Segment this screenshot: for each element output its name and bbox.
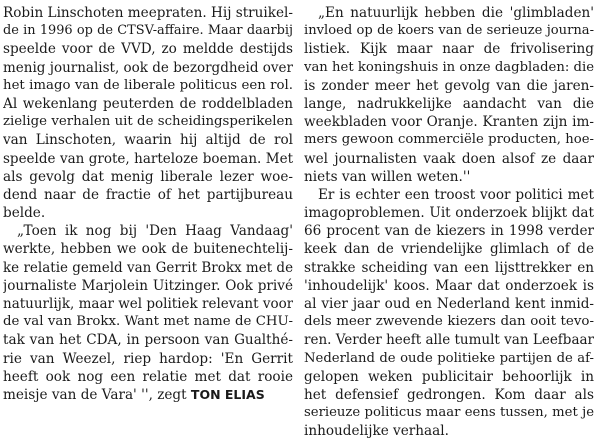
text-line: het defensief gedrongen. Kom daar als [304, 386, 594, 403]
text-line: listiek. Kijk maar naar de frivolisering [304, 41, 594, 58]
text-line: mers gewoon commerciële producten, hoe- [304, 132, 594, 148]
text-line: ren. Verder heeft alle tumult van Leefbaar [304, 332, 594, 349]
text-line: imagoproblemen. Uit onderzoek blijkt dat [304, 205, 594, 222]
text-line: van Linschoten, waarin hij altijd de rol [3, 132, 293, 149]
text-line: wel journalisten vaak doen alsof ze daar [304, 150, 594, 167]
text-line: gelopen weken publicitair behoorlijk in [304, 368, 594, 385]
article-column-right [304, 4, 594, 441]
text-line: Nederland de oude politieke partijen de af- [304, 350, 594, 366]
text-line: weekbladen voor Oranje. Kranten zijn im- [304, 114, 594, 131]
text-line: 66 procent van de kiezers in 1998 verder [304, 223, 594, 240]
text-line: is zonder meer het gevolg van die jaren- [304, 77, 594, 94]
text-line: menig journalist, ook de bezorgdheid over [3, 59, 293, 76]
text-line: niets van willen weten.'' [304, 168, 471, 185]
text-line: speelde van grote, harteloze boeman. Met [3, 150, 293, 167]
text-line: inhoudelijke verhaal. [304, 423, 449, 440]
text-line: natuurlijk, maar wel politiek relevant voor [3, 296, 293, 312]
text-line: dels meer zwevende kiezers dan ooit tevo- [304, 314, 594, 330]
text-line: Robin Linschoten meepraten. Hij struikel- [3, 5, 293, 21]
text-line: keek dan de vriendelijke glimlach of de [304, 241, 594, 258]
text-line: van het koningshuis in onze dagbladen: die [304, 59, 594, 75]
text-line: strakke scheiding van een lijsttrekker en [304, 259, 594, 276]
text-line: als gevolg dat menig liberale lezer woe- [3, 168, 293, 185]
text-line: dend naar de fractie of het partijbureau [3, 186, 293, 203]
text-line: de val van Brokx. Want met name de CHU- [3, 314, 293, 330]
text-line: 'inhoudelijk' koos. Maar dat onderzoek is [304, 277, 594, 294]
text-line: al vier jaar oud en Nederland kent inmid- [304, 296, 594, 312]
text-line: het imago van de liberale politicus een rol. [3, 77, 293, 93]
text-line-with-byline [3, 386, 293, 404]
text-line: journaliste Marjolein Uitzinger. Ook privé [3, 277, 293, 294]
text-line: lange, nadrukkelijke aandacht van die [304, 95, 594, 112]
author-byline: TON ELIAS [190, 386, 265, 402]
text-line: Er is echter een troost voor politici met [318, 186, 594, 203]
text-line: de in 1996 op de CTSV-affaire. Maar daarbij [3, 23, 293, 39]
text-line: „Toen ik nog bij 'Den Haag Vandaag' [17, 223, 293, 240]
text-line: Al wekenlang peuterden de roddelbladen [3, 95, 293, 112]
text-line: „En natuurlijk hebben die 'glimbladen' [318, 5, 594, 21]
text-line: speelde voor de VVD, zo meldde destijds [3, 41, 293, 58]
text-line: zielige verhalen uit de scheidingsperikelen [3, 114, 293, 130]
text-line: tak van het CDA, in persoon van Gualthé- [3, 332, 293, 349]
text-line: rie van Weezel, riep hardop: 'En Gerrit [3, 350, 293, 367]
quote-end: meisje van de Vara' '', zegt [3, 386, 187, 403]
text-line: serieuze politicus maar eens tussen, met je [304, 405, 594, 421]
text-line: belde. [3, 205, 46, 222]
article-column-left [3, 4, 293, 404]
text-line: ke relatie gemeld van Gerrit Brokx met de [3, 259, 293, 276]
text-line: invloed op de koers van de serieuze journa- [304, 23, 594, 39]
text-line: heeft ook nog een relatie met dat rooie [3, 368, 293, 385]
text-line: werkte, hebben we ook de buitenechtelij- [3, 241, 293, 258]
